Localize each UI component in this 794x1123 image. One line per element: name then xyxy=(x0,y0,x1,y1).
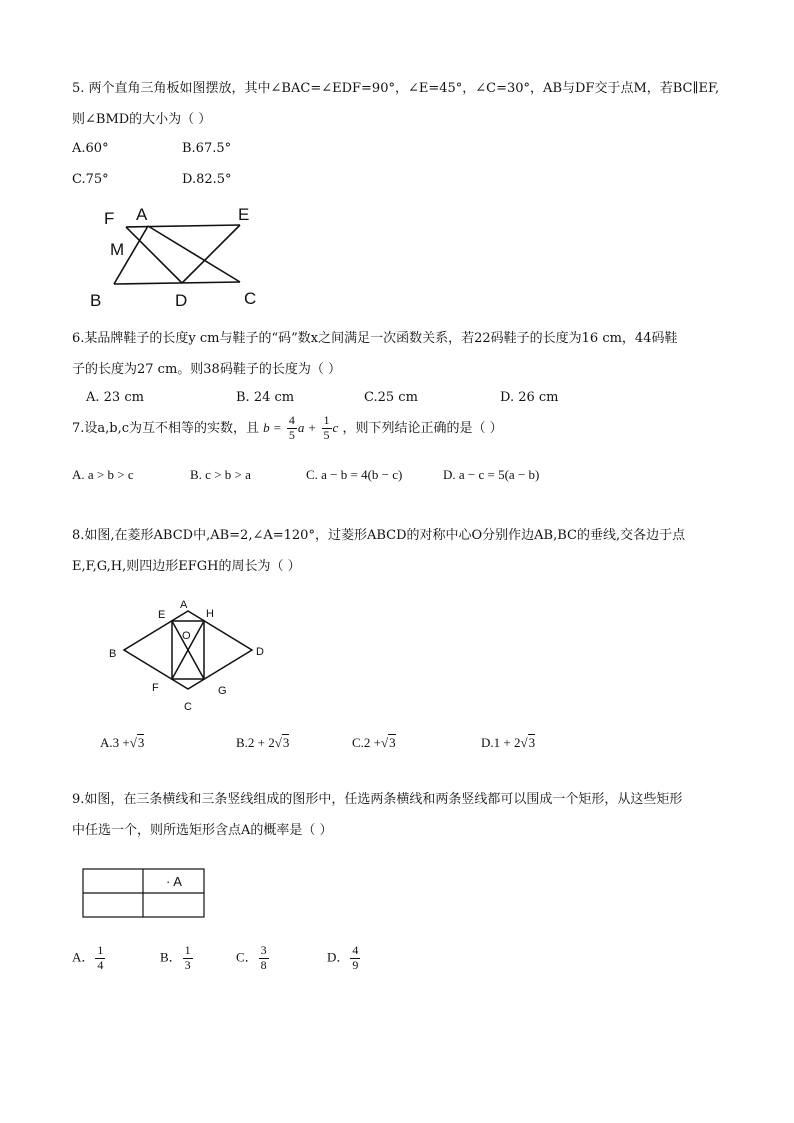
q9-text-line1: 9.如图，在三条横线和三条竖线组成的图形中，任选两条横线和两条竖线都可以围成一个矩形，从这些矩形 xyxy=(72,792,683,807)
q8-rhombus-figure xyxy=(100,595,280,720)
q7-suffix: ，则下列结论正确的是（ ） xyxy=(342,420,503,436)
q8-option-b[interactable]: B.2 + 2√3 xyxy=(236,735,290,750)
q8-label-o: O xyxy=(182,630,191,642)
q8-label-a: A xyxy=(180,599,188,611)
q9-point-a-label: · A xyxy=(166,874,182,889)
q7-text-line xyxy=(72,414,503,443)
q7-formula-lhs: b = xyxy=(263,419,282,435)
q8-label-g: G xyxy=(218,685,227,697)
q8-label-c: C xyxy=(184,701,192,713)
q5-label-f: F xyxy=(104,209,115,228)
q7-prefix: 7.设a,b,c为互不相等的实数，且 xyxy=(72,420,260,436)
q5-label-e: E xyxy=(238,205,250,224)
q5-option-a[interactable]: A.60° xyxy=(72,141,109,156)
q9-option-d[interactable]: D． $\frac{4}{9}$ xyxy=(327,943,359,972)
q5-option-c[interactable]: C.75° xyxy=(72,172,109,187)
q5-option-d[interactable]: D.82.5° xyxy=(182,172,232,187)
q5-label-c: C xyxy=(244,289,257,308)
q5-label-m: M xyxy=(110,240,125,259)
q5-label-d: D xyxy=(175,291,188,310)
q8-option-c[interactable]: C.2 +√3 xyxy=(352,735,396,750)
q5-triangles-figure xyxy=(80,200,280,315)
q8-label-d: D xyxy=(256,646,264,658)
q7-term-c: c xyxy=(332,419,339,435)
q5-segment-bc xyxy=(114,282,240,284)
q5-label-b: B xyxy=(90,291,102,310)
q8-option-d[interactable]: D.1 + 2√3 xyxy=(481,735,536,750)
q6-text-line1: 6.某品牌鞋子的长度y cm与鞋子的“码”数x之间满足一次函数关系，若22码鞋子的长度为16 cm，44码鞋 xyxy=(72,331,678,346)
q6-option-b[interactable]: B. 24 cm xyxy=(236,390,295,405)
q8-label-h: H xyxy=(206,608,214,620)
q5-segment-ed xyxy=(182,225,240,283)
q8-text-line1: 8.如图,在菱形ABCD中,AB=2,∠A=120°，过菱形ABCD的对称中心O分别作边AB,BC的垂线,交各边于点 xyxy=(72,528,686,543)
q7-option-a[interactable]: A. a > b > c xyxy=(72,467,134,482)
q9-option-c[interactable]: C． $\frac{3}{8}$ xyxy=(236,943,267,972)
q7-fraction-one-fifth: $\frac{1}{5}$ xyxy=(323,413,330,442)
q9-grid-figure xyxy=(82,868,208,920)
q5-segment-fd xyxy=(126,227,182,283)
q9-option-b[interactable]: B． $\frac{1}{3}$ xyxy=(160,943,191,972)
q8-label-e: E xyxy=(158,609,166,621)
q9-option-a[interactable]: A． $\frac{1}{4}$ xyxy=(72,943,104,972)
q8-label-f: F xyxy=(152,682,159,694)
q7-option-d[interactable]: D. a − c = 5(a − b) xyxy=(443,467,540,482)
q6-option-c[interactable]: C.25 cm xyxy=(364,390,418,405)
q7-option-c[interactable]: C. a − b = 4(b − c) xyxy=(306,467,403,482)
q7-term-a: a + xyxy=(297,419,317,435)
q5-option-b[interactable]: B.67.5° xyxy=(182,141,232,156)
q5-segment-ac xyxy=(148,226,240,282)
q8-option-a[interactable]: A.3 +√3 xyxy=(100,735,145,750)
q6-text-line2: 子的长度为27 cm。则38码鞋子的长度为（ ） xyxy=(72,362,341,377)
q5-segment-fe xyxy=(126,225,240,227)
q7-option-b[interactable]: B. c > b > a xyxy=(190,467,251,482)
q6-option-a[interactable]: A. 23 cm xyxy=(86,390,144,405)
q8-text-line2: E,F,G,H,则四边形EFGH的周长为（ ） xyxy=(72,559,301,574)
q8-label-b: B xyxy=(109,648,117,660)
q7-fraction-four-fifths: $\frac{4}{5}$ xyxy=(288,413,295,442)
q5-label-a: A xyxy=(136,205,148,224)
q5-text-line2: 则∠BMD的大小为（ ） xyxy=(72,112,212,127)
q5-text-line1: 5. 两个直角三角板如图摆放，其中∠BAC=∠EDF=90°，∠E=45°，∠C=30°，AB与DF交于点M，若BC∥EF, xyxy=(72,81,720,96)
q9-text-line2: 中任选一个，则所选矩形含点A的概率是（ ） xyxy=(72,823,333,838)
q6-option-d[interactable]: D. 26 cm xyxy=(500,390,559,405)
